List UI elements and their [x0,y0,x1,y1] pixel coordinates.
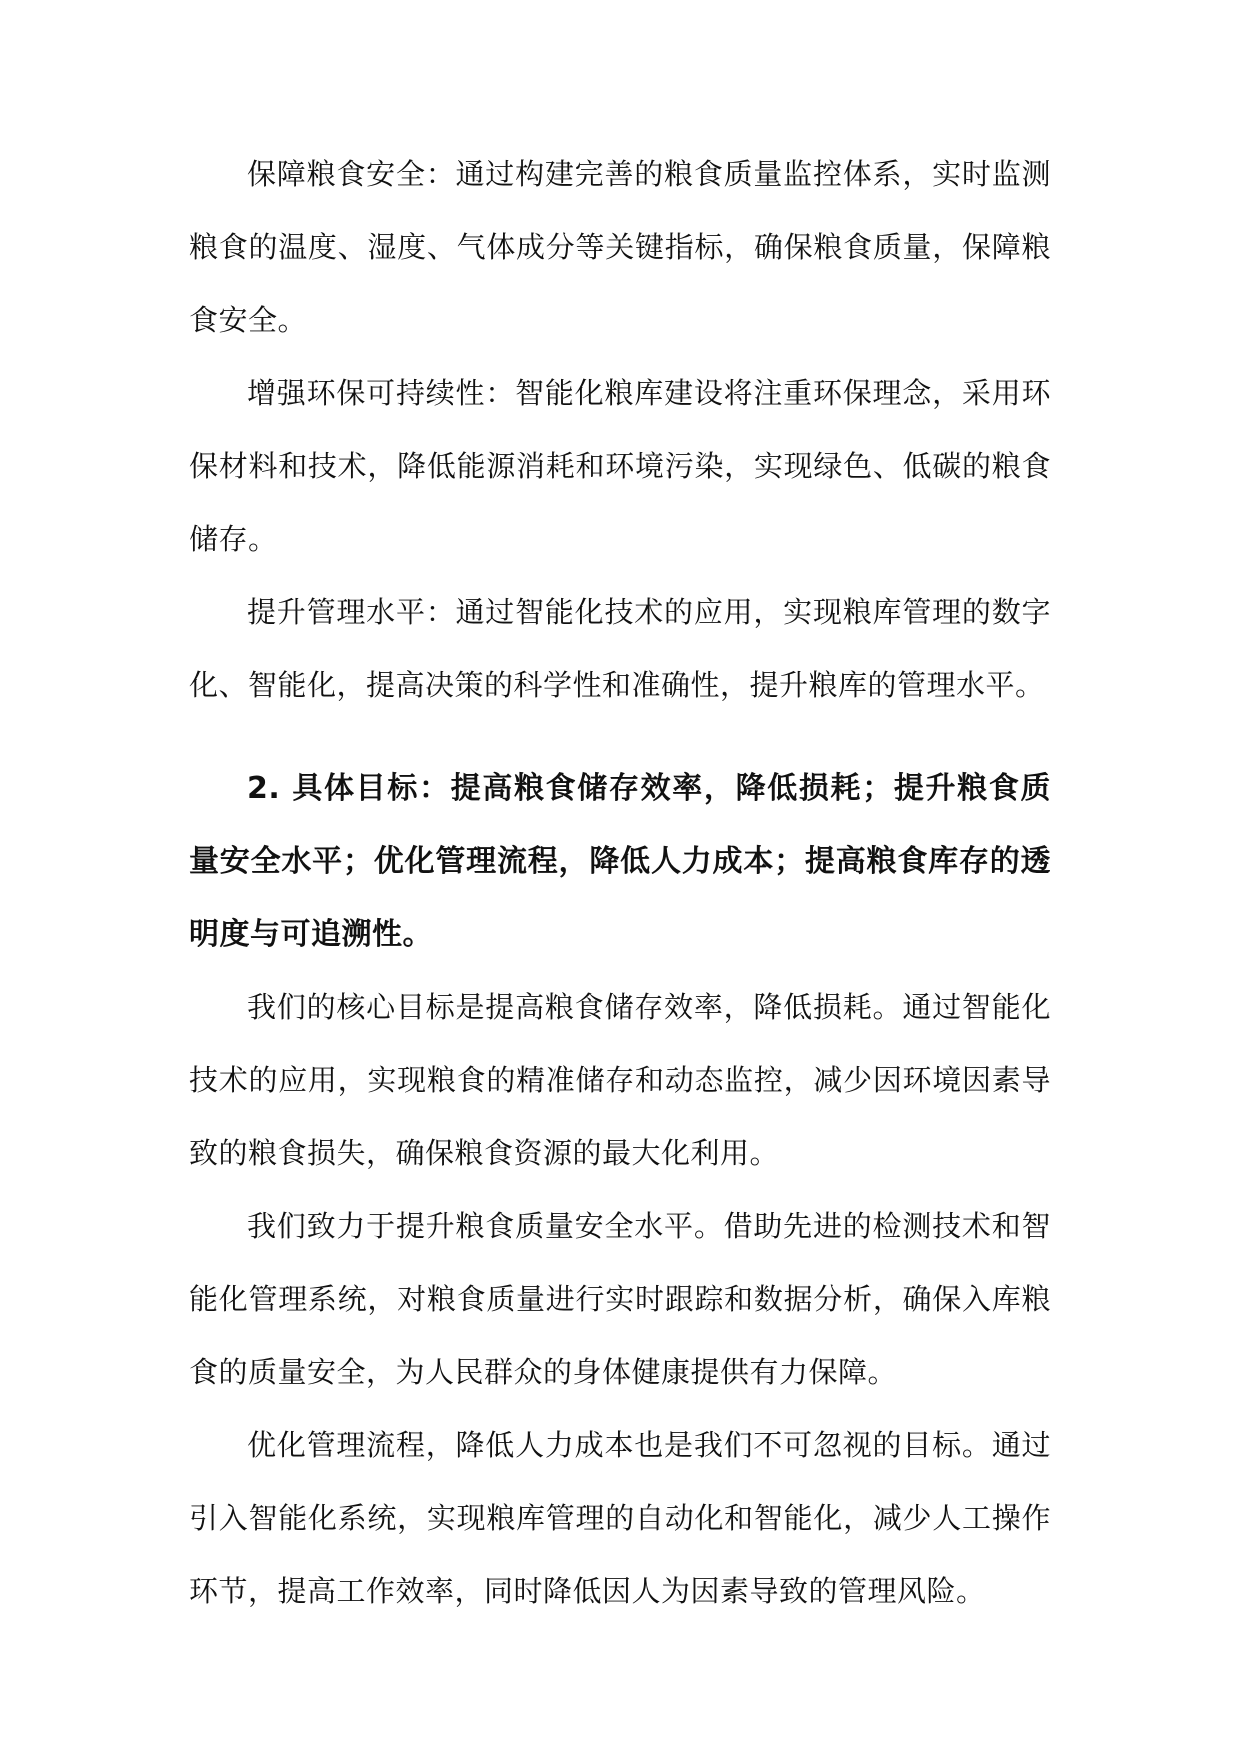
document-page [189,138,1051,1628]
paragraph-food-security: 保障粮食安全：通过构建完善的粮食质量监控体系，实时监测粮食的温度、湿度、气体成分等关键指标，确保粮食质量，保障粮食安全。 [189,157,1051,337]
paragraph-management-level: 提升管理水平：通过智能化技术的应用，实现粮库管理的数字化、智能化，提高决策的科学性和准确性，提升粮库的管理水平。 [189,595,1051,702]
paragraph-environmental-sustainability: 增强环保可持续性：智能化粮库建设将注重环保理念，采用环保材料和技术，降低能源消耗和环境污染，实现绿色、低碳的粮食储存。 [189,376,1051,556]
section-heading-specific-goals: 2. 具体目标：提高粮食储存效率，降低损耗；提升粮食质量安全水平；优化管理流程，降低人力成本；提高粮食库存的透明度与可追溯性。 [189,771,1051,952]
paragraph-quality-safety: 我们致力于提升粮食质量安全水平。借助先进的检测技术和智能化管理系统，对粮食质量进行实时跟踪和数据分析，确保入库粮食的质量安全，为人民群众的身体健康提供有力保障。 [189,1209,1051,1389]
paragraph-storage-efficiency: 我们的核心目标是提高粮食储存效率，降低损耗。通过智能化技术的应用，实现粮食的精准储存和动态监控，减少因环境因素导致的粮食损失，确保粮食资源的最大化利用。 [189,990,1051,1170]
paragraph-process-optimization: 优化管理流程，降低人力成本也是我们不可忽视的目标。通过引入智能化系统，实现粮库管理的自动化和智能化，减少人工操作环节，提高工作效率，同时降低因人为因素导致的管理风险。 [189,1428,1051,1608]
